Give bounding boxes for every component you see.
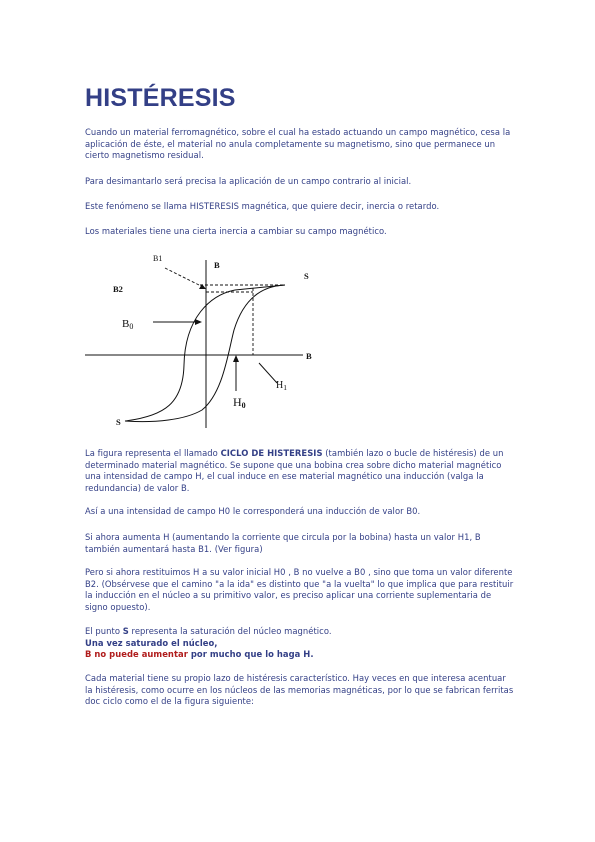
label-s-top: S bbox=[304, 271, 309, 281]
h1-leader-line bbox=[259, 363, 277, 383]
b-no-aumenta-red: B no puede aumentar bbox=[85, 649, 188, 660]
page-title: HISTÉRESIS bbox=[85, 84, 236, 112]
paragraph-restituimos: Pero si ahora restituimos H a su valor inicial H0 , B no vuelve a B0 , sino que toma un valor diferente B2. (Obsérvese que el camino "a la ida" es distinto que "a la vuelta" lo que implica que para restituir la inducción en el núcleo a su primitivo valor, es preciso aplicar una corriente suplementaria de signo opuesto). bbox=[85, 567, 514, 612]
paragraph-ferritas: Cada material tiene su propio lazo de histéresis característico. Hay veces en que interesa acentuar la histéresis, como ocurre en los núcleos de las memorias magnéticas, por lo que se fabrican ferritas doc ciclo como el de la figura siguiente: bbox=[85, 673, 514, 707]
label-h1: $H_1$ bbox=[276, 380, 287, 392]
b1-leader-line bbox=[165, 268, 205, 288]
label-b-axis: B bbox=[214, 260, 220, 270]
hysteresis-ascending-curve bbox=[125, 285, 285, 421]
saturation-line-1: El punto S representa la saturación del núcleo magnético. bbox=[85, 626, 332, 636]
ciclo-text-post: (también lazo o bucle de histéresis) de un determinado material magnético. Se supone que una bobina crea sobre dicho material magnético una intensidad de campo H, el cual induce en ese material magnético una inducción (valga la redundancia) de valor B. bbox=[85, 448, 504, 493]
ciclo-text-pre: La figura representa el llamado bbox=[85, 448, 221, 458]
ciclo-title-bold: CICLO DE HISTERESIS bbox=[220, 448, 323, 458]
paragraph-fenomeno: Este fenómeno se llama HISTERESIS magnética, que quiere decir, inercia o retardo. bbox=[85, 201, 440, 211]
label-b1: B1 bbox=[153, 254, 163, 263]
point-s-label: S bbox=[122, 626, 129, 636]
paragraph-desimantar: Para desimantarlo será precisa la aplicación de un campo contrario al inicial. bbox=[85, 176, 412, 186]
paragraph-ciclo bbox=[85, 448, 515, 494]
saturation-line-2: Una vez saturado el núcleo, bbox=[85, 637, 218, 648]
label-h0: H0 bbox=[233, 395, 246, 410]
hysteresis-figure bbox=[85, 248, 320, 430]
label-b2: B2 bbox=[113, 284, 123, 294]
h0-arrow-icon bbox=[233, 355, 239, 362]
label-s-bottom: S bbox=[116, 417, 121, 427]
b0-arrow-icon bbox=[195, 319, 202, 325]
label-h-axis: B bbox=[306, 351, 312, 361]
paragraph-inercia: Los materiales tiene una cierta inercia a cambiar su campo magnético. bbox=[85, 226, 387, 236]
paragraph-h1-b1: Si ahora aumenta H (aumentando la corriente que circula por la bobina) hasta un valor H1, B también aumentará hasta B1. (Ver figura) bbox=[85, 532, 481, 554]
saturation-line-3: B no puede aumentar por mucho que lo haga H. bbox=[85, 649, 314, 660]
paragraph-intro: Cuando un material ferromagnético, sobre el cual ha estado actuando un campo magnético, cesa la aplicación de éste, el material no anula completamente su magnetismo, sino que permanece un cierto magnetismo residual. bbox=[85, 127, 511, 161]
saturation-block bbox=[85, 626, 515, 661]
label-b0: B0 bbox=[122, 318, 134, 331]
paragraph-h0-b0: Así a una intensidad de campo H0 le corresponderá una inducción de valor B0. bbox=[85, 506, 421, 516]
hysteresis-descending-curve bbox=[125, 285, 285, 422]
